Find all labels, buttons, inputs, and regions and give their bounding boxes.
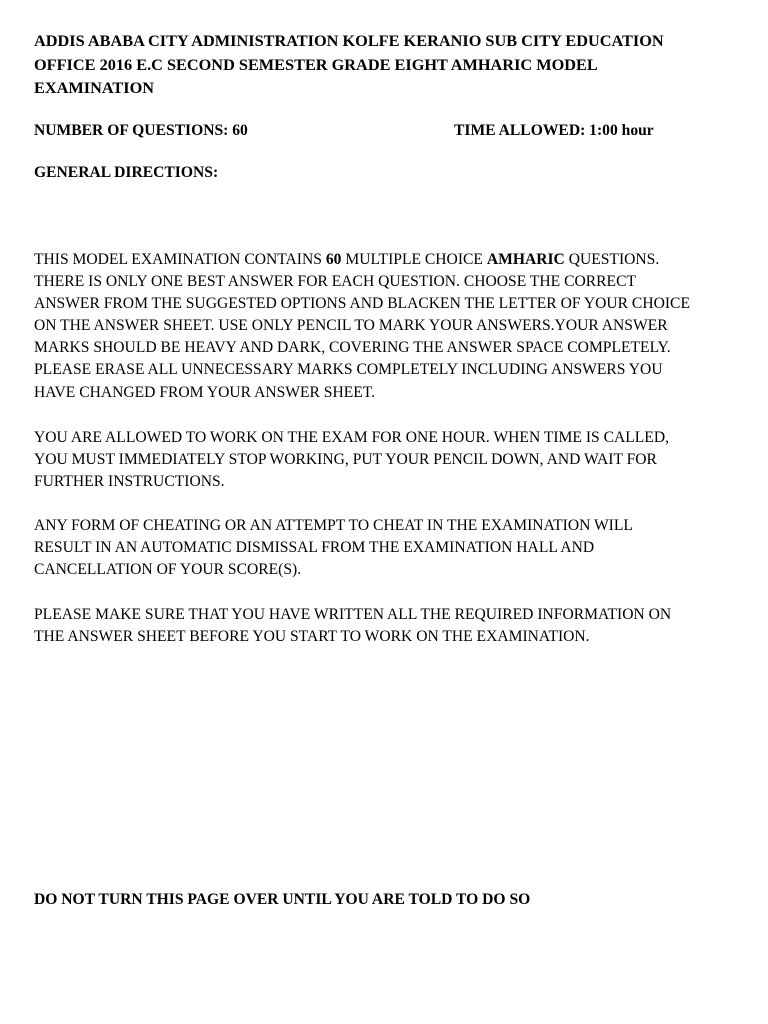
paragraph-line: MARKS SHOULD BE HEAVY AND DARK, COVERING THE ANSWER SPACE COMPLETELY. [34, 339, 671, 357]
paragraph-line: CANCELLATION OF YOUR SCORE(S). [34, 561, 302, 579]
text-run: QUESTIONS. [564, 251, 660, 268]
subject-emphasis: AMHARIC [486, 251, 565, 268]
paragraph-line: PLEASE ERASE ALL UNNECESSARY MARKS COMPLETELY INCLUDING ANSWERS YOU [34, 361, 663, 379]
general-directions-heading: GENERAL DIRECTIONS: [34, 164, 219, 181]
paragraph-line: RESULT IN AN AUTOMATIC DISMISSAL FROM THE EXAMINATION HALL AND [34, 539, 595, 557]
time-allowed: TIME ALLOWED: 1:00 hour [454, 122, 654, 139]
number-of-questions: NUMBER OF QUESTIONS: 60 [34, 122, 248, 139]
paragraph-line: FURTHER INSTRUCTIONS. [34, 473, 225, 491]
paragraph-line: ANY FORM OF CHEATING OR AN ATTEMPT TO CHEAT IN THE EXAMINATION WILL [34, 517, 633, 534]
paragraph-line: YOU ARE ALLOWED TO WORK ON THE EXAM FOR ONE HOUR. WHEN TIME IS CALLED, [34, 429, 669, 446]
paragraph-line: ON THE ANSWER SHEET. USE ONLY PENCIL TO MARK YOUR ANSWERS.YOUR ANSWER [34, 317, 668, 335]
exam-title-line: EXAMINATION [34, 78, 155, 97]
paragraph-line: PLEASE MAKE SURE THAT YOU HAVE WRITTEN ALL THE REQUIRED INFORMATION ON [34, 606, 672, 623]
paragraph-line [34, 249, 734, 271]
text-run: THIS MODEL EXAMINATION CONTAINS [34, 251, 326, 268]
paragraph-line: THERE IS ONLY ONE BEST ANSWER FOR EACH QUESTION. CHOOSE THE CORRECT [34, 273, 636, 291]
question-count-emphasis: 60 [325, 251, 342, 268]
paragraph-line: ANSWER FROM THE SUGGESTED OPTIONS AND BLACKEN THE LETTER OF YOUR CHOICE [34, 295, 690, 313]
directions-paragraph-1 [34, 249, 734, 404]
text-run: MULTIPLE CHOICE [341, 251, 487, 268]
directions-paragraph-4 [34, 604, 734, 648]
do-not-turn-notice: DO NOT TURN THIS PAGE OVER UNTIL YOU ARE TOLD TO DO SO [34, 891, 531, 908]
exam-title-line: ADDIS ABABA CITY ADMINISTRATION KOLFE KERANIO SUB CITY EDUCATION [34, 31, 664, 50]
paragraph-line: HAVE CHANGED FROM YOUR ANSWER SHEET. [34, 383, 376, 401]
exam-title-line: OFFICE 2016 E.C SECOND SEMESTER GRADE EIGHT AMHARIC MODEL [34, 54, 598, 74]
exam-title [34, 29, 739, 100]
paragraph-line: YOU MUST IMMEDIATELY STOP WORKING, PUT YOUR PENCIL DOWN, AND WAIT FOR [34, 451, 657, 469]
directions-paragraph-3 [34, 515, 734, 581]
directions-paragraph-2 [34, 427, 734, 493]
paragraph-line: THE ANSWER SHEET BEFORE YOU START TO WORK ON THE EXAMINATION. [34, 628, 590, 646]
